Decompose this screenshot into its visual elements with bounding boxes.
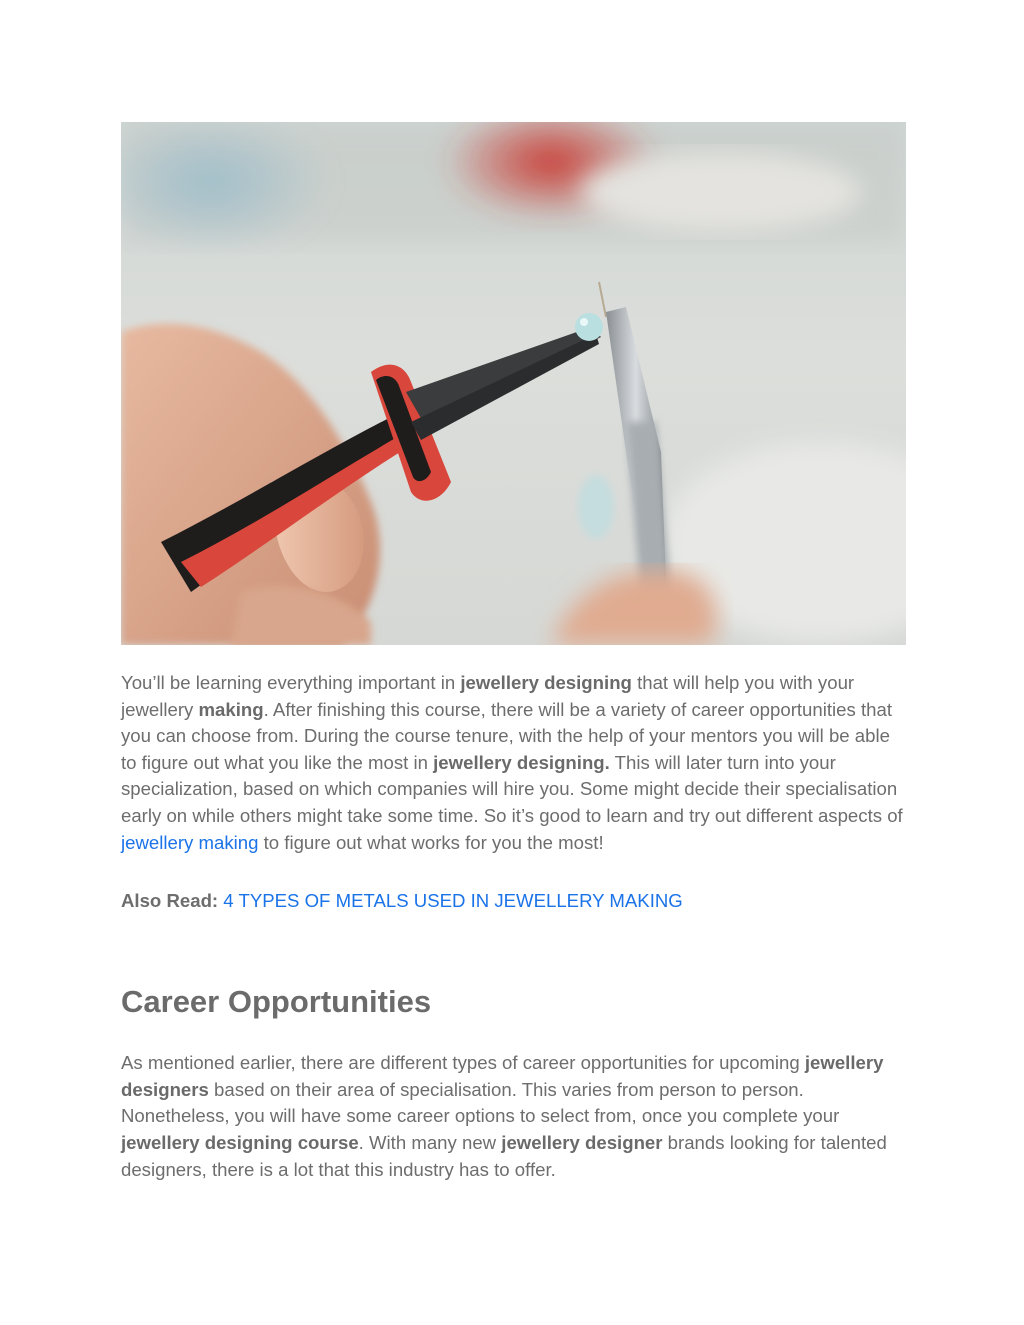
career-bold-2: jewellery designing course bbox=[121, 1131, 359, 1153]
intro-text-2: that will help you with your jewellery bbox=[121, 672, 855, 720]
jewellery-making-link[interactable]: jewellery making bbox=[121, 831, 259, 853]
intro-text-3: . After finishing this course, there will be a variety of career opportunities that you can choose from. During the course tenure, with the help of your mentors you will be able to figure out what you like the most in bbox=[121, 698, 892, 773]
photo-illustration bbox=[121, 122, 906, 645]
also-read-link[interactable]: 4 TYPES OF METALS USED IN JEWELLERY MAKING bbox=[223, 890, 683, 912]
article-content bbox=[121, 670, 906, 1183]
career-paragraph bbox=[121, 1050, 906, 1183]
also-read-line bbox=[121, 888, 906, 914]
also-read-label: Also Read: bbox=[121, 890, 219, 912]
career-text-4: brands looking for talented designers, there is a lot that this industry has to offer. bbox=[121, 1131, 887, 1180]
career-text-1: As mentioned earlier, there are different types of career opportunities for upcoming bbox=[121, 1052, 805, 1074]
career-bold-3: jewellery designer bbox=[501, 1131, 663, 1153]
intro-paragraph bbox=[121, 670, 906, 856]
intro-bold-3: jewellery designing. bbox=[433, 751, 610, 773]
jewellery-pliers-photo bbox=[121, 122, 906, 645]
intro-text-1: You’ll be learning everything important in bbox=[121, 672, 461, 693]
career-text-2: based on their area of specialisation. This varies from person to person. Nonetheless, you will have some career options to select from, once you complete your bbox=[121, 1078, 840, 1127]
intro-text-4: This will later turn into your specialization, based on which companies will hire you. Some might decide their specialisation early on while others might take some time. So it’s good to learn and try out different aspects of bbox=[121, 751, 903, 826]
career-bold-1: jewellery designers bbox=[121, 1052, 884, 1100]
intro-text-5: to figure out what works for you the most! bbox=[258, 831, 604, 853]
intro-bold-2: making bbox=[198, 698, 264, 720]
section-heading: Career Opportunities bbox=[121, 984, 432, 1020]
intro-bold-1: jewellery designing bbox=[460, 672, 632, 693]
career-text-3: . With many new bbox=[358, 1131, 502, 1153]
